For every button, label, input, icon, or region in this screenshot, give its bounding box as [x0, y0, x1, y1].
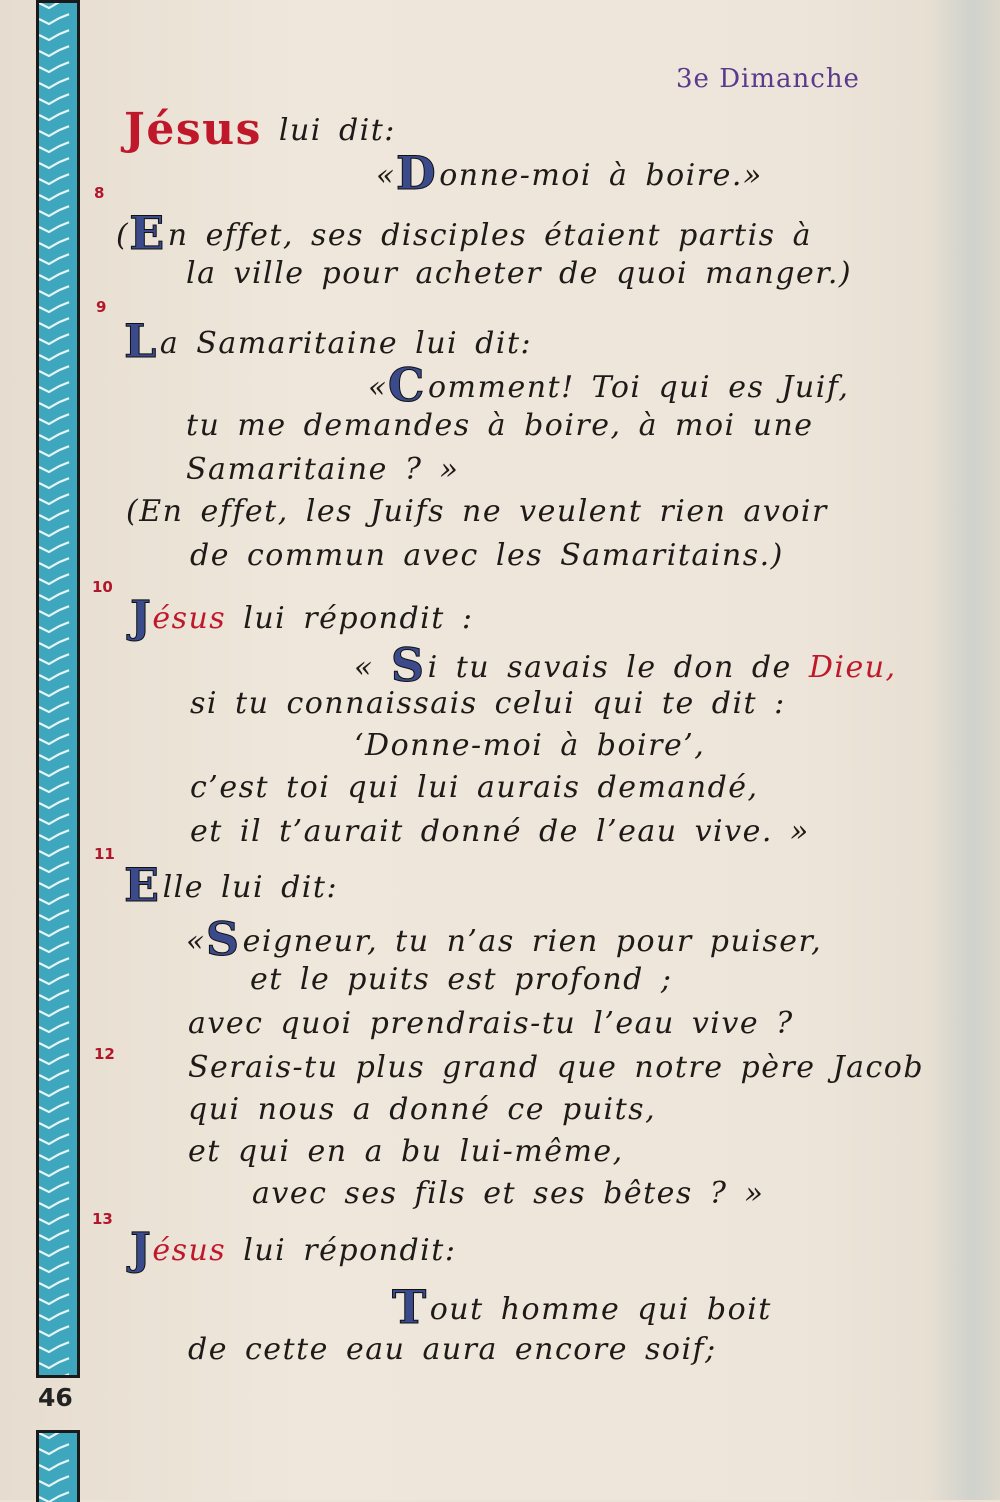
wave-stroke — [39, 510, 69, 520]
decorative-wave-border — [36, 0, 80, 1378]
verse-number-11: 11 — [94, 845, 115, 863]
wave-stroke — [39, 974, 69, 984]
wave-stroke — [39, 990, 69, 1000]
running-head: 3e Dimanche — [676, 64, 860, 94]
text-line: Jésus lui répondit : — [130, 592, 474, 643]
wave-stroke — [39, 3, 69, 8]
wave-stroke — [39, 62, 69, 72]
text-line: de commun avec les Samaritains.) — [190, 538, 784, 573]
wave-stroke — [39, 814, 69, 824]
wave-stroke — [39, 206, 69, 216]
wave-stroke — [39, 286, 69, 296]
text-line: Jésus lui dit: — [124, 104, 396, 155]
wave-stroke — [39, 702, 69, 712]
wave-stroke — [39, 270, 69, 280]
rubric-jesus: ésus — [152, 1233, 227, 1268]
text-line: et le puits est profond ; — [250, 962, 673, 997]
wave-stroke — [39, 558, 69, 568]
page-number: 46 — [38, 1383, 73, 1412]
text-line: Samaritaine ? » — [186, 452, 460, 487]
wave-stroke — [39, 654, 69, 664]
initial-letter: E — [124, 858, 161, 912]
text-line: «Comment! Toi qui es Juif, — [368, 358, 850, 412]
wave-stroke — [39, 1182, 69, 1192]
wave-stroke — [39, 1102, 69, 1112]
wave-stroke — [39, 1246, 69, 1256]
wave-stroke — [39, 830, 69, 840]
wave-stroke — [39, 478, 69, 488]
wave-stroke — [39, 174, 69, 184]
wave-stroke — [39, 334, 69, 344]
wave-stroke — [39, 350, 69, 360]
wave-stroke — [39, 462, 69, 472]
wave-stroke — [39, 750, 69, 760]
wave-stroke — [39, 1262, 69, 1272]
wave-stroke — [39, 14, 69, 24]
wave-stroke — [39, 1310, 69, 1320]
wave-stroke — [39, 1198, 69, 1208]
wave-stroke — [39, 494, 69, 504]
wave-stroke — [39, 718, 69, 728]
text-line: La Samaritaine lui dit: — [124, 314, 533, 368]
initial-letter: J — [130, 1224, 153, 1275]
text-line: Jésus lui répondit: — [130, 1224, 457, 1275]
wave-stroke — [39, 670, 69, 680]
wave-stroke — [39, 382, 69, 392]
wave-stroke — [39, 1358, 69, 1368]
wave-stroke — [39, 430, 69, 440]
wave-stroke — [39, 942, 69, 952]
text-line: (En effet, les Juifs ne veulent rien avoir — [126, 494, 828, 529]
wave-stroke — [39, 894, 69, 904]
wave-stroke — [39, 958, 69, 968]
verse-number-10: 10 — [92, 578, 113, 596]
wave-stroke — [39, 798, 69, 808]
verse-number-9: 9 — [96, 298, 107, 316]
wave-stroke — [39, 318, 69, 328]
wave-stroke — [39, 606, 69, 616]
rubric-dieu: Dieu, — [808, 650, 897, 685]
wave-stroke — [39, 734, 69, 744]
wave-stroke — [39, 1374, 69, 1375]
text-line: qui nous a donné ce puits, — [188, 1092, 657, 1127]
wave-stroke — [39, 1444, 69, 1454]
wave-stroke — [39, 1070, 69, 1080]
rubric-jesus: ésus — [152, 601, 227, 636]
wave-stroke — [39, 446, 69, 456]
wave-stroke — [39, 190, 69, 200]
wave-stroke — [39, 222, 69, 232]
initial-letter: S — [205, 912, 241, 966]
wave-stroke — [39, 110, 69, 120]
decorative-wave-border-lower — [36, 1430, 80, 1502]
verse-number-8: 8 — [94, 184, 105, 202]
wave-stroke — [39, 1150, 69, 1160]
text-line: la ville pour acheter de quoi manger.) — [186, 256, 853, 291]
wave-stroke — [39, 926, 69, 936]
initial-letter: C — [387, 358, 426, 412]
wave-stroke — [39, 1342, 69, 1352]
text-line: de cette eau aura encore soif; — [188, 1332, 717, 1367]
text-line: si tu connaissais celui qui te dit : — [190, 686, 786, 721]
wave-stroke — [39, 126, 69, 136]
initial-letter: S — [390, 638, 426, 692]
wave-stroke — [39, 1326, 69, 1336]
wave-stroke — [39, 254, 69, 264]
text-line: Tout homme qui boit — [392, 1280, 772, 1334]
wave-stroke — [39, 1118, 69, 1128]
wave-stroke — [39, 78, 69, 88]
wave-stroke — [39, 910, 69, 920]
wave-stroke — [39, 1492, 69, 1502]
wave-stroke — [39, 686, 69, 696]
text-line: c’est toi qui lui aurais demandé, — [190, 770, 759, 805]
page-right-edge-shadow — [930, 0, 1000, 1500]
text-line: (En effet, ses disciples étaient partis à — [116, 206, 812, 260]
wave-stroke — [39, 366, 69, 376]
text-line: et il t’aurait donné de l’eau vive. » — [190, 814, 810, 849]
text-line: ‘Donne-moi à boire’, — [354, 728, 706, 763]
wave-stroke — [39, 862, 69, 872]
wave-stroke — [39, 1230, 69, 1240]
initial-letter: L — [124, 314, 158, 368]
text-line: «Seigneur, tu n’as rien pour puiser, — [186, 912, 823, 966]
wave-stroke — [39, 782, 69, 792]
wave-stroke — [39, 1086, 69, 1096]
wave-stroke — [39, 1476, 69, 1486]
initial-letter: E — [129, 206, 166, 260]
wave-stroke — [39, 1006, 69, 1016]
wave-stroke — [39, 238, 69, 248]
wave-stroke — [39, 1214, 69, 1224]
rubric-jesus: Jésus — [124, 104, 262, 155]
wave-stroke — [39, 142, 69, 152]
wave-stroke — [39, 1134, 69, 1144]
wave-stroke — [39, 526, 69, 536]
wave-stroke — [39, 622, 69, 632]
wave-stroke — [39, 766, 69, 776]
wave-stroke — [39, 1460, 69, 1470]
wave-stroke — [39, 1278, 69, 1288]
wave-stroke — [39, 30, 69, 40]
text-line: « Si tu savais le don de Dieu, — [354, 638, 897, 692]
wave-stroke — [39, 574, 69, 584]
text-line: Serais-tu plus grand que notre père Jacob — [188, 1050, 925, 1085]
wave-stroke — [39, 638, 69, 648]
wave-stroke — [39, 414, 69, 424]
wave-stroke — [39, 590, 69, 600]
wave-stroke — [39, 1433, 69, 1438]
wave-stroke — [39, 1022, 69, 1032]
initial-letter: T — [392, 1280, 428, 1334]
initial-letter: J — [130, 592, 153, 643]
text-line: avec ses fils et ses bêtes ? » — [252, 1176, 765, 1211]
wave-stroke — [39, 846, 69, 856]
wave-stroke — [39, 1166, 69, 1176]
wave-stroke — [39, 398, 69, 408]
verse-number-12: 12 — [94, 1045, 115, 1063]
verse-number-13: 13 — [92, 1210, 113, 1228]
text-line: et qui en a bu lui-même, — [188, 1134, 624, 1169]
text-line: Elle lui dit: — [124, 858, 339, 912]
wave-stroke — [39, 542, 69, 552]
text-line: tu me demandes à boire, à moi une — [186, 408, 814, 443]
wave-stroke — [39, 46, 69, 56]
wave-stroke — [39, 94, 69, 104]
text-line: avec quoi prendrais-tu l’eau vive ? — [188, 1006, 794, 1041]
text-line: «Donne-moi à boire.» — [376, 146, 763, 200]
wave-stroke — [39, 1038, 69, 1048]
wave-stroke — [39, 158, 69, 168]
wave-stroke — [39, 302, 69, 312]
wave-stroke — [39, 1054, 69, 1064]
wave-stroke — [39, 1294, 69, 1304]
wave-stroke — [39, 878, 69, 888]
initial-letter: D — [395, 146, 438, 200]
